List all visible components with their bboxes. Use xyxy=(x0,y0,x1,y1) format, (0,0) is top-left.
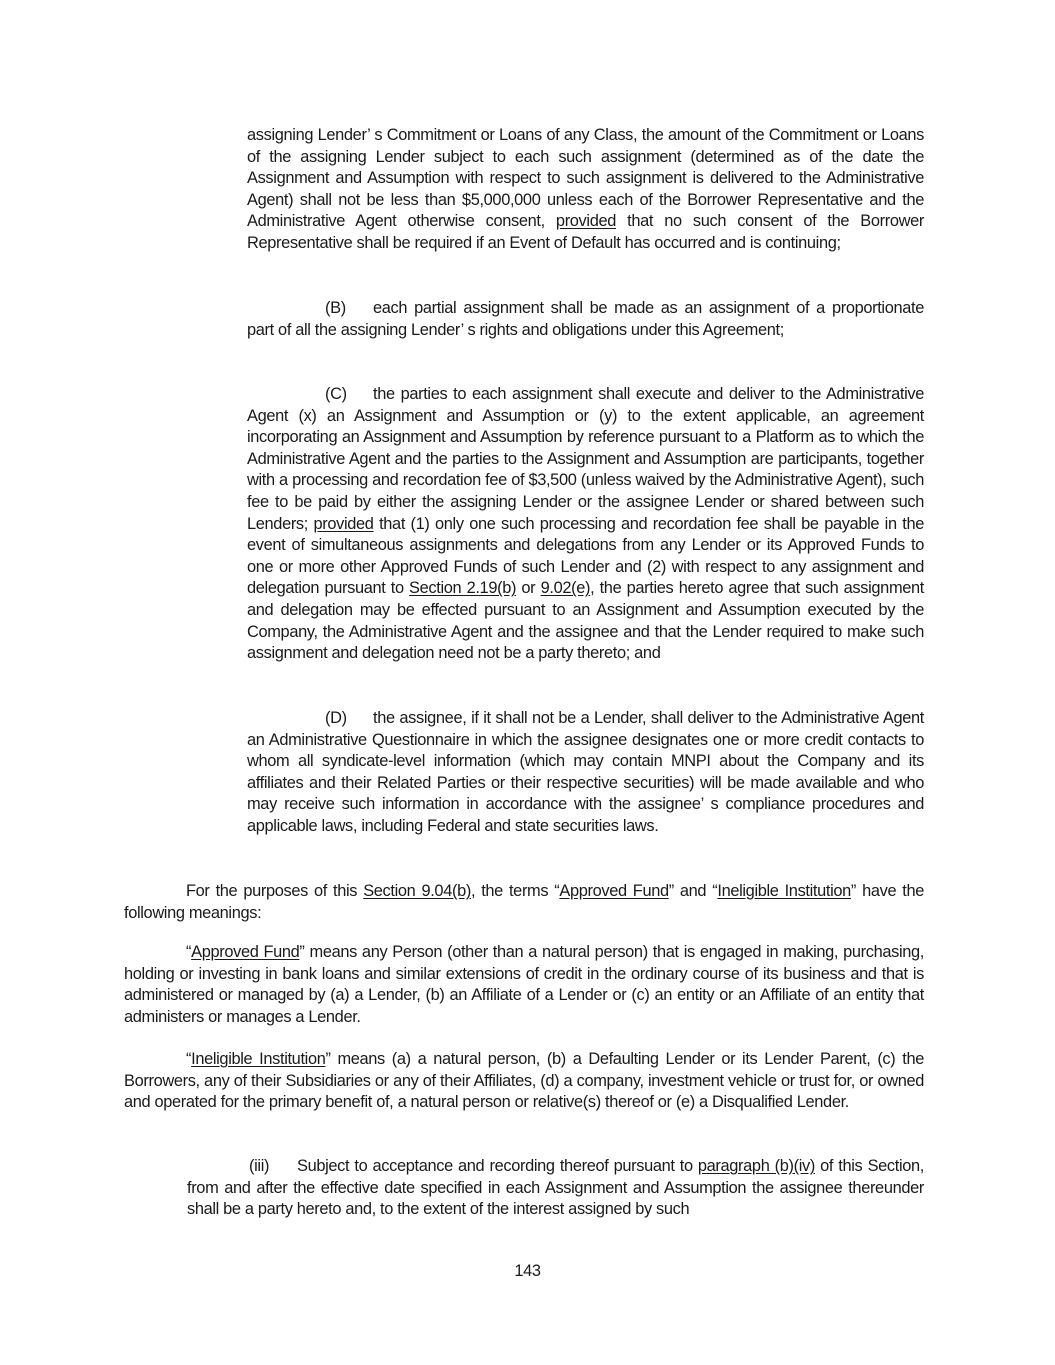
clause-iii-text-2: of this Section, from and after the effective date specified in each Assignment and Assumption the assignee thereunder shall be a party hereto and, to the extent of the interest assigned by such xyxy=(187,1157,924,1219)
purposes-text-3: ” and “ xyxy=(668,882,718,900)
clause-c-paragraph xyxy=(247,384,924,665)
clause-c-label: (C) xyxy=(325,385,347,403)
continuation-text: assigning Lender’ s Commitment or Loans of any Class, the amount of the Commitment or Loans of the assigning Lender subject to each such assignment (determined as of the date the Assignment and Assumption with respect to such assignment is delivered to the Administrative Agent) shall not be less than $5,000,000 unless each of the Borrower Representative and the Administrative Agent otherwise consent, xyxy=(247,126,924,231)
open-quote: “ xyxy=(186,943,192,961)
section-reference: Section 9.04(b) xyxy=(363,882,471,900)
defined-term: Approved Fund xyxy=(559,882,669,900)
clause-b-paragraph xyxy=(247,298,924,341)
ineligible-institution-definition xyxy=(124,1049,924,1114)
provided-term: provided xyxy=(555,212,616,231)
continuation-paragraph xyxy=(247,125,924,255)
defined-term: Ineligible Institution xyxy=(717,882,851,900)
clause-iii-label: (iii) xyxy=(249,1157,270,1175)
provided-term: provided xyxy=(313,514,374,533)
definition-text: ” means any Person (other than a natural person) that is engaged in making, purchasing, holding or investing in bank loans and similar extensions of credit in the ordinary course of its business and that is administered or managed by (a) a Lender, (b) an Affiliate of a Lender or (c) an entity or an Affiliate of an entity that administers or manages a Lender. xyxy=(124,943,925,1026)
defined-term: Approved Fund xyxy=(191,943,300,961)
purposes-paragraph xyxy=(124,881,924,924)
section-reference: Section 2.19(b) xyxy=(409,579,517,598)
clause-iii-paragraph xyxy=(187,1156,924,1221)
clause-d-label: (D) xyxy=(325,709,347,727)
clause-d-text: the assignee, if it shall not be a Lender, shall deliver to the Administrative Agent an Administrative Questionnaire in which the assignee designates one or more credit contacts to whom all syndicate-level information (which may contain MNPI about the Company and its affiliates and their Related Parties or their respective securities) will be made available and who may receive such information in accordance with the assignee’ s compliance procedures and applicable laws, including Federal and state securities laws. xyxy=(247,709,924,835)
clause-iii-text-1: Subject to acceptance and recording thereof pursuant to xyxy=(297,1157,698,1175)
purposes-text-2: , the terms “ xyxy=(470,882,560,900)
clause-b-text: each partial assignment shall be made as an assignment of a proportionate part of all the assigning Lender’ s rights and obligations under this Agreement; xyxy=(247,299,924,339)
definition-text: ” means (a) a natural person, (b) a Defaulting Lender or its Lender Parent, (c) the Borrowers, any of their Subsidiaries or any of their Affiliates, (d) a company, investment vehicle or trust for, or owned and operated for the primary benefit of, a natural person or relative(s) thereof or (e) a Disqualified Lender. xyxy=(124,1050,924,1112)
page-number: 143 xyxy=(514,1262,541,1280)
clause-d-paragraph xyxy=(247,708,924,838)
approved-fund-definition xyxy=(124,942,924,1028)
clause-c-text-2: that (1) only one such processing and recordation fee shall be payable in the event of simultaneous assignments and delegations from any Lender or its Approved Funds to one or more other Approved Funds of such Lender and (2) with respect to any assignment and delegation pursuant to xyxy=(247,514,924,598)
clause-c-text-3: or xyxy=(516,579,541,598)
purposes-text-1: For the purposes of this xyxy=(186,882,364,900)
section-reference: 9.02(e) xyxy=(540,579,591,598)
clause-c-text-1: the parties to each assignment shall execute and deliver to the Administrative Agent (x) an Assignment and Assumption or (y) to the extent applicable, an agreement incorporating an Assignment and Assumption by reference pursuant to a Platform as to which the Administrative Agent and the parties to the Assignment and Assumption are participants, together with a processing and recordation fee of $3,500 (unless waived by the Administrative Agent), such fee to be paid by either the assigning Lender or the assignee Lender or shared between such Lenders; xyxy=(247,385,924,533)
defined-term: Ineligible Institution xyxy=(191,1050,326,1068)
clause-c-text-4: , the parties hereto agree that such assignment and delegation may be effected pursuant to an Assignment and Assumption executed by the Company, the Administrative Agent and the assignee and that the Lender required to make such assignment and delegation need not be a party thereto; and xyxy=(247,579,924,663)
clause-b-label: (B) xyxy=(325,299,346,317)
open-quote: “ xyxy=(186,1050,192,1068)
purposes-text-4: ” have the following meanings: xyxy=(124,882,924,922)
continuation-text-end: that no such consent of the Borrower Representative shall be required if an Event of Default has occurred and is continuing; xyxy=(247,212,924,252)
paragraph-reference: paragraph (b)(iv) xyxy=(697,1157,815,1175)
